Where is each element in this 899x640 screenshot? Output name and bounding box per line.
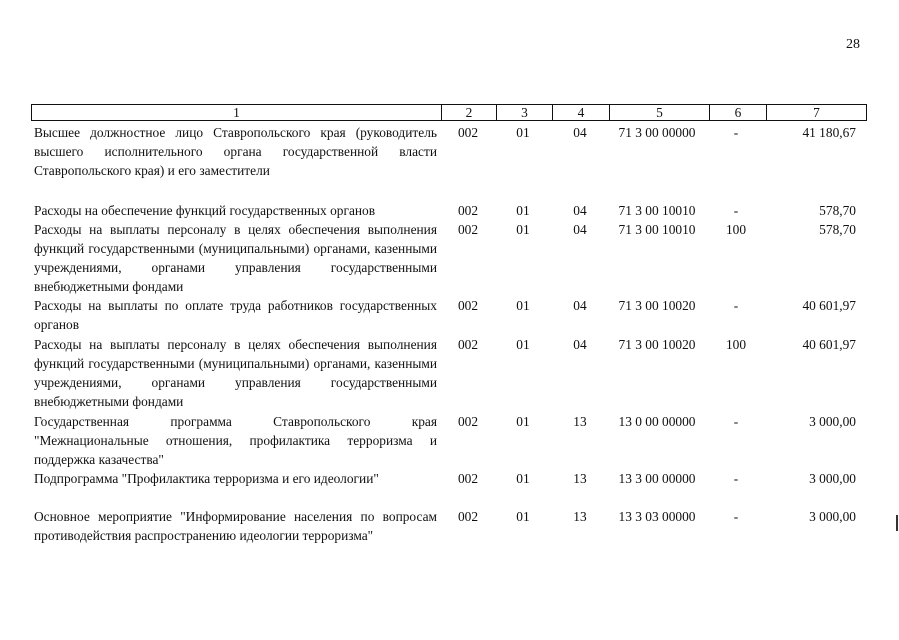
row-col-7: 3 000,00	[809, 471, 856, 486]
header-col-6: 6	[710, 105, 767, 120]
row-name: Расходы на обеспечение функций государственных органов	[34, 203, 376, 218]
row-name: Расходы на выплаты по оплате труда работников государственных органов	[34, 298, 437, 332]
table-header	[31, 104, 867, 121]
row-col-7: 41 180,67	[802, 125, 856, 140]
row-col-6: -	[733, 414, 739, 429]
row-name: Расходы на выплаты персоналу в целях обеспечения выполнения функций государственными (муниципальными) органами, казенными учреждениями, органами управления государственными внебюджетными фондами	[34, 222, 437, 294]
row-col-4: 04	[573, 203, 587, 218]
row-col-3: 01	[516, 222, 530, 237]
row-col-7: 40 601,97	[802, 298, 856, 313]
page-number: 28	[846, 37, 860, 52]
row-col-5: 71 3 00 10010	[618, 222, 696, 237]
row-col-6: -	[733, 125, 739, 140]
row-col-3: 01	[516, 125, 530, 140]
row-col-4: 13	[573, 414, 587, 429]
row-col-3: 01	[516, 414, 530, 429]
header-col-3: 3	[497, 105, 553, 120]
row-col-2: 002	[457, 203, 479, 218]
row-col-7: 3 000,00	[809, 509, 856, 524]
header-col-7: 7	[813, 105, 820, 120]
row-col-4: 04	[573, 298, 587, 313]
row-col-5: 71 3 00 10020	[618, 337, 696, 352]
row-col-3: 01	[516, 337, 530, 352]
row-col-6: 100	[725, 337, 747, 352]
row-col-5: 71 3 00 10010	[618, 203, 696, 218]
header-col-5: 5	[610, 105, 710, 120]
row-col-2: 002	[457, 298, 479, 313]
row-col-6: -	[733, 471, 739, 486]
row-col-6: 100	[725, 222, 747, 237]
row-col-7: 578,70	[819, 203, 856, 218]
row-name: Высшее должностное лицо Ставропольского края (руководитель высшего исполнительного органа государственной власти Ставропольского края) и его заместители	[34, 125, 437, 178]
row-col-6: -	[733, 203, 739, 218]
scan-edge-mark	[896, 515, 898, 531]
row-col-4: 04	[573, 337, 587, 352]
row-col-2: 002	[457, 509, 479, 524]
row-col-6: -	[733, 509, 739, 524]
row-col-6: -	[733, 298, 739, 313]
row-col-5: 13 3 03 00000	[618, 509, 696, 524]
row-name: Подпрограмма "Профилактика терроризма и его идеологии"	[34, 471, 379, 486]
row-col-5: 13 3 00 00000	[618, 471, 696, 486]
row-col-2: 002	[457, 222, 479, 237]
row-col-3: 01	[516, 471, 530, 486]
header-col-4: 4	[553, 105, 610, 120]
row-col-2: 002	[457, 125, 479, 140]
row-name: Государственная программа Ставропольского края "Межнациональные отношения, профилактика терроризма и поддержка казачества"	[34, 414, 437, 467]
row-col-2: 002	[457, 471, 479, 486]
row-col-3: 01	[516, 298, 530, 313]
header-col-2: 2	[442, 105, 497, 120]
row-name: Расходы на выплаты персоналу в целях обеспечения выполнения функций государственными (муниципальными) органами, казенными учреждениями, органами управления государственными внебюджетными фондами	[34, 337, 437, 409]
row-col-7: 3 000,00	[809, 414, 856, 429]
row-col-2: 002	[457, 414, 479, 429]
row-col-7: 578,70	[819, 222, 856, 237]
row-col-4: 13	[573, 471, 587, 486]
header-col-1: 1	[32, 105, 442, 120]
row-col-4: 04	[573, 222, 587, 237]
row-col-5: 71 3 00 00000	[618, 125, 696, 140]
row-col-4: 04	[573, 125, 587, 140]
row-col-3: 01	[516, 203, 530, 218]
row-col-5: 71 3 00 10020	[618, 298, 696, 313]
row-col-4: 13	[573, 509, 587, 524]
row-col-5: 13 0 00 00000	[618, 414, 696, 429]
row-col-2: 002	[457, 337, 479, 352]
row-name: Основное мероприятие "Информирование населения по вопросам противодействия распространению идеологии терроризма"	[34, 509, 437, 543]
row-col-3: 01	[516, 509, 530, 524]
row-col-7: 40 601,97	[802, 337, 856, 352]
